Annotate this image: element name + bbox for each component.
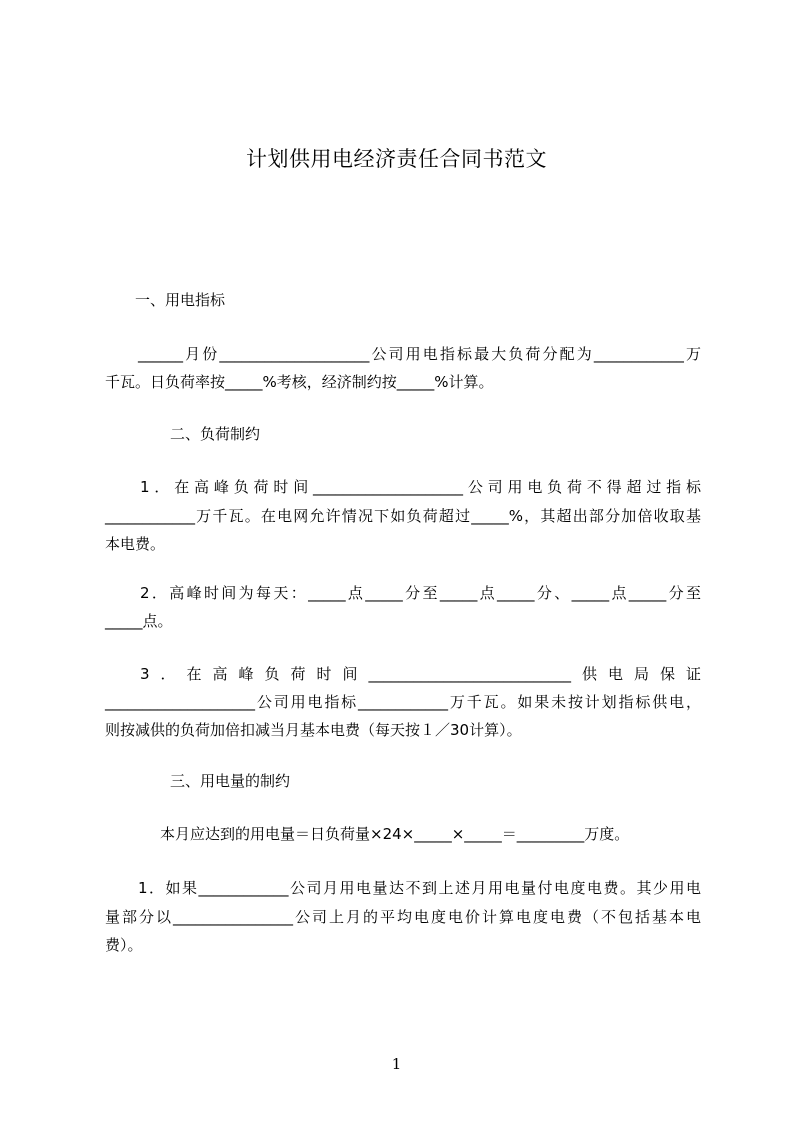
paragraph-line: ______月份____________________公司用电指标最大负荷分配为____________万 bbox=[138, 345, 701, 363]
paragraph-line: ____________万千瓦。在电网允许情况下如负荷超过_____%，其超出部分加倍收取基 bbox=[105, 507, 701, 525]
paragraph-line: ____________________公司用电指标____________万千瓦。如果未按计划指标供电， bbox=[105, 693, 701, 711]
document-title: 计划供用电经济责任合同书范文 bbox=[246, 147, 547, 171]
page-number: 1 bbox=[391, 1055, 402, 1073]
paragraph-line: 本月应达到的用电量＝日负荷量×24×_____×_____＝_________万度。 bbox=[160, 825, 630, 843]
paragraph-line: 3．在高峰负荷时间___________________________供电局保证 bbox=[140, 665, 701, 683]
paragraph-line: 2．高峰时间为每天：_____点_____分至_____点_____分、_____点_____分至 bbox=[140, 584, 701, 602]
paragraph-line: 费）。 bbox=[105, 936, 143, 954]
paragraph-line: _____点。 bbox=[105, 612, 173, 630]
section-heading-1: 一、用电指标 bbox=[135, 291, 226, 309]
paragraph-line: 1．在高峰负荷时间____________________公司用电负荷不得超过指标 bbox=[140, 478, 701, 496]
section-heading-3: 三、用电量的制约 bbox=[170, 772, 291, 790]
paragraph-line: 则按减供的负荷加倍扣减当月基本电费（每天按１／30计算）。 bbox=[105, 721, 522, 739]
paragraph-line: 千瓦。日负荷率按_____%考核，经济制约按_____%计算。 bbox=[105, 373, 494, 391]
paragraph-line: 本电费。 bbox=[105, 535, 166, 553]
paragraph-line: 量部分以________________公司上月的平均电度电价计算电度电费（不包括基本电 bbox=[105, 908, 701, 926]
paragraph-line: 1．如果____________公司月用电量达不到上述月用电量付电度电费。其少用电 bbox=[138, 879, 701, 897]
section-heading-2: 二、负荷制约 bbox=[170, 425, 261, 443]
